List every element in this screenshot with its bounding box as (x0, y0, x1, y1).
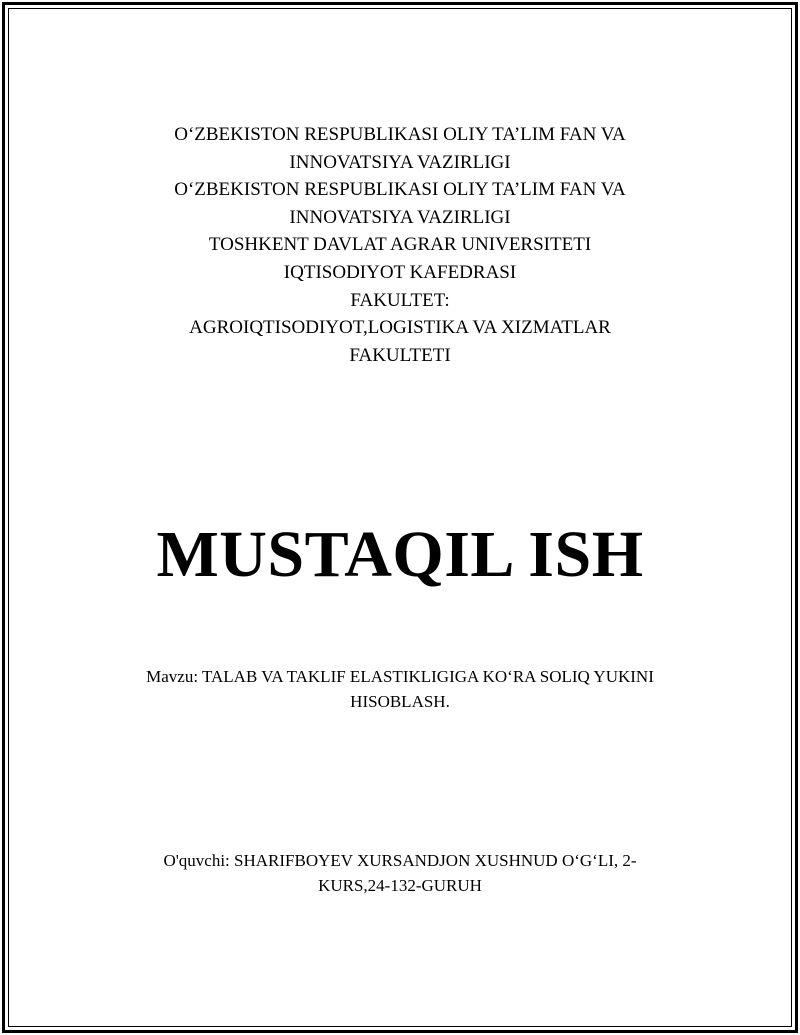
institution-header (100, 121, 700, 369)
topic-block (110, 665, 690, 714)
header-line-ministry-2b: INNOVATSIYA VAZIRLIGI (289, 206, 511, 228)
header-line-ministry-1b: INNOVATSIYA VAZIRLIGI (289, 151, 511, 173)
topic-line-1: Mavzu: TALAB VA TAKLIF ELASTIKLIGIGA KO‘RA SOLIQ YUKINI (146, 667, 654, 686)
header-line-faculty-name-a: AGROIQTISODIYOT,LOGISTIKA VA XIZMATLAR (189, 317, 611, 339)
header-line-department: IQTISODIYOT KAFEDRASI (283, 261, 517, 283)
header-line-ministry-1a: O‘ZBEKISTON RESPUBLIKASI OLIY TA’LIM FAN VA (174, 124, 626, 145)
student-line-1: O'quvchi: SHARIFBOYEV XURSANDJON XUSHNUD O‘G‘LI, 2- (163, 851, 637, 870)
student-line-2: KURS,24-132-GURUH (318, 875, 482, 895)
document-title: MUSTAQIL ISH (156, 518, 644, 591)
header-line-faculty-label: FAKULTET: (350, 289, 450, 311)
header-line-faculty-name-b: FAKULTETI (349, 344, 451, 366)
header-line-ministry-2a: O‘ZBEKISTON RESPUBLIKASI OLIY TA’LIM FAN VA (174, 179, 626, 201)
header-line-university: TOSHKENT DAVLAT AGRAR UNIVERSITETI (208, 234, 592, 256)
student-block (110, 849, 690, 898)
topic-line-2: HISOBLASH. (350, 691, 450, 711)
